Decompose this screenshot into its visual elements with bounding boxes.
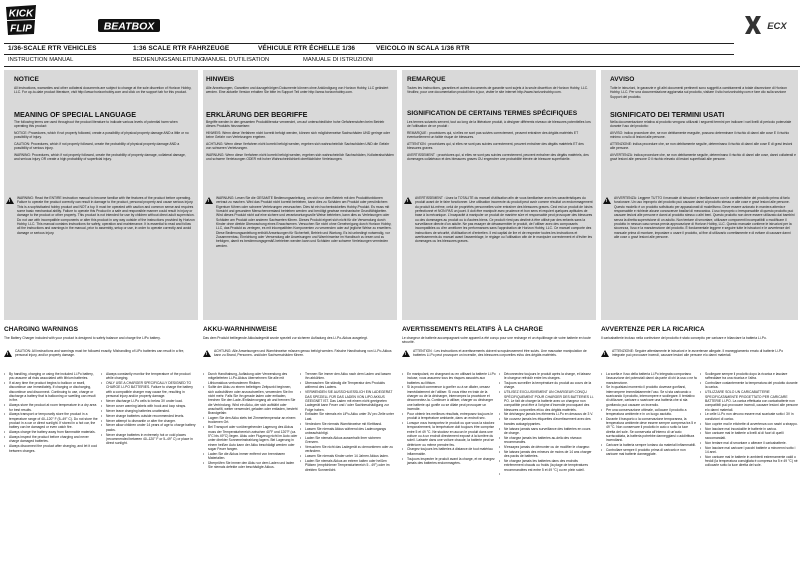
header-rule-top (4, 43, 734, 44)
list-item: • Non lasciare mai caricare i pacchi batterie a minorenni sotto i 14 anni. (700, 446, 798, 455)
list-item: • Überprüfen Sie immer den Akku vor dem Laden und laden Sie niemals defekte oder beschädigte Akkus. (203, 461, 298, 470)
list-item: • Si la produit commence à gonfler ou à se dilater, cessez immédiatement de l'utiliser. Si vous étiez en train de la charger ou de la décharger, interrompez la procédure et déconnectez-la. Continuer à utiliser, charger ou décharger une batterie qui gonfle ou se dilate peut provoquer un incendie. (402, 385, 497, 411)
caution-icon (203, 350, 211, 357)
it-bullets-b (700, 372, 798, 564)
list-item: • Controllare costantemente la temperatura del prodotto durante la carica. (700, 381, 798, 390)
list-item: • Ne couvrez jamais les étiquettes d'avertissement avec des bandes autoagrippantes. (499, 417, 594, 426)
list-item: • Sollte der Akku zu einem beliebigen Zeitpunkt beginnen, sich aufzublähen oder anzuschwellen, verwenden Sie ihn nicht mehr. Falls Sie ihn gerade laden oder entladen, brechen Sie den Lade-/Entladevorgang ab und trennen Sie die Verbindung. Wird ein Akku, der sich aufbläht oder anschwillt, weiter verwendet, geladen oder entladen, besteht Brandgefahr. (203, 385, 298, 415)
it-bullets-a (601, 372, 698, 564)
list-item: • Déconnectez toujours le produit après la charge, et laissez le chargeur refroidir entre les charges. (499, 372, 594, 381)
fr-bullets-a (402, 372, 497, 564)
list-item: • Always constantly monitor the temperature of the product while charging. (101, 372, 196, 381)
svg-text:BEATBOX: BEATBOX (103, 20, 155, 33)
header-rule-bottom (4, 66, 800, 67)
list-item: • N'essayez jamais de démonter ou de modifier le chargeur. (499, 445, 594, 449)
list-item: • Never allow children under 14 years of age to charge battery packs. (101, 423, 196, 432)
warning-icon (6, 197, 14, 204)
list-item: • Non lasciare mai incustodite le batterie in carica. (700, 427, 798, 431)
list-item: • Durante il trasporto o la conservazione temporanea, la temperatura ambiente deve essere sempre compresa tra 5 e 49 °C. Non conservare il prodotto in auto o sotto la luce diretta del sole. Se conservata all'interno di un'auto surriscaldata, la batteria potrebbe danneggiarsi o addirittura incendiarsi. (601, 417, 698, 443)
list-item: • Entladen Sie niemals ein LiPo-Akku unter 3V pro Zelle unter Last. (300, 412, 395, 421)
it-meaning-notice: AVVISO: indica procedure che, se non debitamente eseguite, possono determinare il rischio di danni alle cose E il rischio minimo o nullo di lesioni alle persone. (610, 131, 790, 140)
en-notice-text: All instructions, warranties and other collateral documents are subject to change at the sole discretion of Horizon Hobby, LLC. For up-to-date product literature, visit http://www.horizonhobby.com and click on the support tab for this product. (14, 86, 192, 95)
fr-meaning-warning: AVERTISSEMENT : procédures qui, si elles ne sont pas suivies correctement, peuvent entraîner des dégâts matériels, des dommages collatéraux et des blessures graves OU engendrer une probabilité élevée de blessure superficielle. (407, 153, 589, 162)
list-item: • Laden Sie niemals Akkus an extrem kalten oder heißen Plätzen (empfohlener Temperaturbereich 5 - 49°) oder im direkten Sonnenlicht. (300, 459, 395, 472)
en-meaning-notice: NOTICE: Procedures, which if not properly followed, create a possibility of physical property damage AND a little or no possibility of injury. (14, 131, 189, 140)
fr-charging-caution-block (402, 349, 594, 363)
list-item: • Never attempt to dismantle or alter the charger. (101, 419, 196, 423)
list-item: • Ne laissez jamais sans surveillance des batteries en cours de charge. (499, 427, 594, 436)
warning-icon (404, 197, 412, 204)
it-notice-title: AVVISO (610, 76, 635, 83)
list-item: • Never discharge Li-Po cells to below 3V under load. (101, 399, 196, 403)
it-charging-title: AVVERTENZE PER LA RICARICA (601, 326, 705, 333)
list-item: • Bei Transport oder vorübergehender Lagerung des Akkus muss der Temperaturbereich zwischen 40°F und 120°F (ca. 5°C bis 49°C) liegen. Akku oder Flugzeug nicht im Auto oder unter direkter Sonneneinstrahlung lagern. Bei Lagerung in einem heißen Auto kann der Akku beschädigt werden oder sogar Feuer fangen. (203, 425, 298, 451)
de-meaning-notice: HINWEIS: Wenn diese Verfahren nicht korrekt befolgt werden, können sich möglicherweise Sachschäden UND geringe oder keine Gefahr von Verletzungen ergeben. (206, 131, 390, 140)
list-item: • Non tentare mai di smontare o alterare il caricabatterie. (700, 441, 798, 445)
list-item: • Durch Handhabung, Aufladung oder Verwendung des mitgelieferten Li-Po-Akkus übernehmen Sie alle mit Lithiumakkus verbundenen Risiken. (203, 372, 298, 385)
list-item: • Never cover warning labels with hook and loop straps. (101, 404, 196, 408)
list-item: • Always inspect the product before charging and never charge damaged batteries. (4, 435, 99, 444)
it-charging-intro: Il caricabatterie incluso nella confezione del prodotto è stato concepito per caricare e bilanciare la batteria Li-Po. (601, 336, 767, 340)
fr-meaning-intro: Les termes suivants servent, tout au long de la littérature produit, à désigner différents niveaux de blessures potentielles lors de l'utilisation de ce produit : (407, 120, 591, 129)
kickflip-logo (4, 4, 38, 36)
ecx-logo (739, 14, 795, 36)
list-item: • Verdecken Sie niemals Warnhinweise mit Klettband. (300, 422, 395, 426)
list-item: • Toujours inspecter le produit avant la charge, et ne chargez jamais des batteries endommagées. (402, 457, 497, 466)
caution-icon (601, 350, 609, 357)
fr-meaning-title: SIGNIFICATION DE CERTAINS TERMES SPÉCIFIQUES (407, 110, 578, 117)
caution-icon (402, 350, 410, 357)
manual-title-it: MANUALE DI ISTRUZIONI (303, 57, 373, 63)
list-item: • Always charge the battery away from flammable materials. (4, 430, 99, 434)
fr-charging-caution: ATTENTION : Les instructions et avertissements doivent scrupuleusement être suivis. Une mauvaise manipulation de batteries Li-Po peut provoquer un incendie, des blessures corporelles et/ou des dégâts matériels. (413, 349, 587, 358)
list-item: • ONLY USE A CHARGER SPECIFICALLY DESIGNED TO CHARGE LI-PO BATTERIES. Failure to charge the battery with a compatible charger may cause fire, resulting in personal injury and/or property damage. (101, 381, 196, 398)
header-rule-mid (4, 54, 734, 55)
list-item: • UTILISEZ EXCLUSIVEMENT UN CHARGEUR CONÇU SPÉCIFIQUEMENT POUR CHARGER DES BATTERIES Li-PO. Le fait de charger la batterie avec un chargeur non compatible peut être à l'origine d'incendie provoquant des blessures corporelles et/ou des dégâts matériels. (499, 390, 594, 411)
list-item: • Per una conservazione ottimale, collocare il prodotto a temperatura ambiente e in un luogo asciutto. (601, 408, 698, 417)
it-notice-text: Tutte le istruzioni, le garanzie e gli altri documenti pertinenti sono soggetti a cambiamenti a totale discrezione di Horizon Hobby, LLC. Per una documentazione aggiornata sul prodotto, visitare il sito horizonhobby.com e fare clic sulla sezione Support del prodotto. (610, 86, 788, 99)
list-item: • La scelta e l'uso della batteria Li-Po integrata comportano l'assunzione dei potenziali danni da parte di chi la usa o ne fa manutenzione. (601, 372, 698, 385)
list-item: • Chargez toujours les batteries à distance de tout matériau inflammable. (402, 447, 497, 456)
list-item: • Lassen Sie niemals Akkus während des Ladevorgangs unbeaufsichtigt. (300, 427, 395, 436)
fr-charging-intro: Le chargeur de batterie accompagnant votre appareil a été conçu pour une recharge et un équilibrage de votre batterie en toute sécurité. (402, 336, 591, 345)
list-item: • Laden Sie niemals Akkus ausserhalb ihrer sicheren Grenzen. (300, 436, 395, 445)
de-meaning-intro: Begriffe werden in den gesamten Produktliteratur verwendet, um auf unterschiedliche hohe Gefahrenstufen beim Betrieb dieses Produkts hinzuweisen: (206, 120, 385, 129)
list-item: • Always store the product at room temperature in a dry area for best results. (4, 403, 99, 412)
list-item: • UTILIZZARE SOLO UN CARICABATTERIE SPECIFICATAMENTE PROGETTATO PER CARICARE BATTERIE LI-PO. La carica effettuata con caricabatterie non compatibili può provocare incendi, causare lesioni alle persone e/o danni materiali. (700, 390, 798, 411)
de-charging-title: AKKU-WARNHINWEISE (203, 326, 277, 333)
list-item: • Caricare la batteria sempre lontano da materiali infiammabili. (601, 443, 698, 447)
svg-text:FLIP: FLIP (10, 23, 32, 35)
de-warning-block (205, 196, 395, 316)
fr-meaning-notice: REMARQUE : procédures qui, si elles ne sont pas suivies correctement, peuvent entraîner des dégâts matériels ET éventuellement un faible risque de blessures. (407, 131, 579, 140)
de-notice-text: Alle Anweisungen, Garantien und dazugehörigen Dokumente können ohne Ankündigung von Horizon Hobby, LLC geändert werden. Eine aktuelle Version erhalten Sie bitte im Support Teil unter http://www.horizonhobby.com. (206, 86, 389, 95)
it-meaning-title: SIGNIFICATO DEI TERMINI USATI (610, 110, 725, 119)
list-item: • Versuchen Sie nicht das Ladegerät zu demontieren oder zu verändern. (300, 445, 395, 454)
subtitle-it: VEICOLO IN SCALA 1/36 RTR (376, 45, 470, 52)
caution-icon (4, 350, 12, 357)
de-charging-caution-block (203, 349, 395, 363)
manual-title-de: BEDIENUNGSANLEITUNG (133, 57, 205, 63)
subtitle-de: 1:36 SCALE RTR FAHRZEUGE (133, 45, 230, 52)
list-item: • Never charge batteries in extremely hot or cold places (recommended between 40–120° F or 5–49° C) or place in direct sunlight. (101, 433, 196, 446)
list-item: • Trennen Sie immer den Akku nach dem Laden und lassen ihn abkühlen. (300, 372, 395, 381)
list-item: • By handling, charging or using the included Li-Po battery, you assume all risks associated with lithium batteries. (4, 372, 99, 381)
list-item: • Never leave charging batteries unattended. (101, 409, 196, 413)
en-bullets-a (4, 372, 99, 564)
en-meaning-caution: CAUTION: Procedures, which if not properly followed, create the probability of physical property damage AND a possibility of serious injury. (14, 142, 180, 151)
de-warning-text: WARNUNG: Lesen Sie die GESAMTE Bedienungsanleitung, um sich vor dem Betrieb mit den Produktfunktionen vertraut zu machen. Wird das Produkt nicht korrekt betrieben, kann dies zu Schäden am Produkt oder persönlichem Eigentum führen oder schwere Verletzungen verursachen. Dies ist ein hochentwickeltes Hobby-Produkt. Es muss mit Vorsicht und gesundem Menschenverstand betrieben werden und benötigt gewisse mechanische Grundfähigkeiten. Wird dieses Produkt nicht auf eine sichere und verantwortungsvolle Weise betrieben, kann dies zu Verletzungen oder Schäden am Produkt oder anderen Sachwerten führen. Dieses Produkt eignet sich nicht für die Verwendung durch Kinder ohne direkte Überwachung eines Erwachsenen. Versuchen Sie nicht ohne Genehmigung durch Horizon Hobby, LLC, das Produkt zu zerlegen, es mit inkompatiblen Komponenten zu verwenden oder auf jegliche Weise zu erweitern. Diese Bedienungsanleitung enthält Anweisungen für Sicherheit, Betrieb und Wartung. Es ist unbedingt notwendig, vor Zusammenbau, Einrichtung oder Verwendung alle Anweisungen und Warnhinweise im Handbuch zu lesen und zu befolgen, damit es bestimmungsgemäß betrieben werden kann und Schäden oder schwere Verletzungen vermieden werden. (216, 196, 392, 248)
list-item: • Ne déchargez jamais les éléments Li-Po en dessous de 3 V. (499, 412, 594, 416)
list-item: • Lagern Sie den Akku stets bei Zimmertemperatur an einem trockenen Ort. (203, 416, 298, 425)
list-item: • Non caricare mai le batterie in ambienti estremamente caldi o freddi (la temperatura consigliata è compresa tra 5 e 49 °C) né collocarle sotto la luce diretta del sole. (700, 455, 798, 468)
en-meaning-title: MEANING OF SPECIAL LANGUAGE (14, 110, 137, 119)
svg-text:KICK: KICK (8, 8, 34, 20)
list-item: • Non coprire mai le etichette di avvertenza con nastri a strappo. (700, 422, 798, 426)
it-charging-caution: ATTENZIONE: Seguire attentamente le istruzioni e le avvertenze allegate. Il maneggiamento errato di batterie Li-Po integrate può provocare incendi, causare lesioni alle persone e/o danni materiali. (612, 349, 784, 358)
beatbox-logo (98, 18, 160, 33)
de-charging-intro: Das dem Produkt beiliegende Akkuladegerät wurde speziell zur sicheren Aufladung des Li-Po-Akkus ausgelegt. (203, 336, 368, 340)
it-charging-caution-block (601, 349, 797, 363)
de-bullets-b (300, 372, 395, 564)
manual-title-en: INSTRUCTION MANUAL (8, 57, 74, 63)
en-charging-caution: CAUTION: All instructions and warnings must be followed exactly. Mishandling of LiPo batteries can result in a fire, personal injury, and/or property damage. (15, 349, 185, 358)
warning-icon (603, 197, 611, 204)
de-notice-title: HINWEIS (206, 76, 235, 83)
list-item: • If at any time the product begins to balloon or swell, discontinue use immediately. If charging or discharging, discontinue and disconnect. Continuing to use, charge or discharge a battery that is ballooning or swelling can result in fire. (4, 381, 99, 402)
it-warning-text: AVVERTENZA: Leggere TUTTO il manuale di istruzioni e familiarizzare con le caratteristiche del prodotto prima di farlo funzionare. Un uso improprio del prodotto può causare danni al prodotto stesso e alle cose e gravi lesioni alle persone. Questo modello è un prodotto sofisticato per appassionati di modellismo. Deve essere azionato in maniera attenta e responsabile e richiede alcune conoscenze basilari di meccanica. L'uso improprio o irresponsabile di questo prodotto può causare lesioni alle persone e danni al prodotto stesso o altri beni. Questo prodotto non deve essere utilizzato dai bambini senza la diretta supervisione di un adulto. Non tentare di smontare, utilizzare componenti incompatibili o modificare il prodotto in nessun caso senza previa approvazione di Horizon Hobby, LLC. Questo manuale contiene le istruzioni per la sicurezza, l'uso e la manutenzione del prodotto. È fondamentale leggere e seguire tutte le istruzioni e le avvertenze del manuale prima di montare, impostare o usare il prodotto, al fine di utilizzarlo correttamente e di evitare di causare danni alle cose o gravi lesioni alle persone. (614, 196, 795, 240)
manual-title-fr: MANUEL D'UTILISATION (203, 57, 270, 63)
list-item: • Non caricare mai le batterie a livelli al di fuori di quelli raccomandati. (700, 431, 798, 440)
en-warning-block (6, 196, 196, 316)
list-item: • Lorsque vous transportez le produit ou que vous la stockez temporairement, la température doit toujours être comprise entre 5 et 49 °C. Ne stockez en aucun le produit dans une voiture ou à un endroit directement exposé à la lumière du soleil. Laissée dans une voiture chaude, la batterie peut se détériorer ou même prendre feu. (402, 421, 497, 447)
de-charging-caution: ACHTUNG: Alle Anweisungen und Warnhinweise müssen genau befolgt werden. Falsche Handhabung von Li-Po-Akkus kann zu Brand, Personen- und/oder Sachverschäden führen. (214, 349, 392, 358)
fr-notice-title: REMARQUE (407, 76, 446, 83)
list-item: • Ne chargez jamais les batteries au-delà des niveaux recommandés. (499, 436, 594, 445)
fr-charging-title: AVERTISSEMENTS RELATIFS À LA CHARGE (402, 326, 543, 333)
en-charging-title: CHARGING WARNINGS (4, 326, 78, 333)
en-meaning-intro: The following terms are used throughout the product literature to indicate various levels of potential harm when operating this product: (14, 120, 178, 129)
en-notice-title: NOTICE (14, 76, 39, 83)
it-meaning-caution: ATTENZIONE: indica procedure che, se non debitamente seguite, determinano il rischio di danni alle cose E di gravi lesioni alle persone. (610, 142, 793, 151)
fr-warning-text: AVERTISSEMENT : Lisez la TOTALITÉ du manuel d'utilisation afin de vous familiariser avec les caractéristiques du produit avant de le faire fonctionner. Une utilisation incorrecte du produit peut avoir comme résultat un endommagement du produit lui-même, celui de propriétés personnelles voire entraîner des blessures graves. Ceci est un produit de loisirs perfectionné et NON PAS un jouet. Il doit être manipulé avec prudence et bon sens et requiert quelques aptitudes de base à la mécanique. L'incapacité à manipuler ce produit de manière sûre et responsable peut provoquer des blessures ou des dommages au produit ou à d'autres biens. Ce produit n'est pas destiné à être utilisé par des enfants sans la surveillance directe d'un adulte. Ne pas essayer de désassembler le produit, de l'utiliser avec des composants incompatibles ou d'en améliorer les performances sans l'approbation de Horizon Hobby, LLC. Ce manuel comporte des instructions de sécurité, d'utilisation et d'entretien. Il est capital de lire et de respecter toutes les instructions et avertissements du manuel avant l'assemblage, le réglage ou l'utilisation afin de le manipuler correctement et d'éviter les dommages ou les blessures graves. (415, 196, 593, 244)
en-meaning-warning: WARNING: Procedures, which if not properly followed, create the probability of property damage, collateral damage, and serious injury OR create a high probability of superficial injury. (14, 153, 186, 162)
de-meaning-warning: WARNUNG: Wenn diese Verfahren nicht korrekt befolgt werden, ergeben sich wahrscheinlich Sachschäden, Kollateralschäden und schwere Verletzungen ODER mit hoher Wahrscheinlichkeit oberflächliche Verletzungen. (206, 153, 394, 162)
fr-notice-text: Toutes les instructions, garanties et autres documents de garantie sont sujets à la seule discrétion de Horizon Hobby, LLC. Veuillez, pour une documentation produit bien à jour, visiter le site internet http://www.horizonhobby.com. (407, 86, 589, 95)
fr-meaning-caution: ATTENTION : procédures qui, si elles ne sont pas suivies correctement, peuvent entraîner des dégâts matériels ET des blessures graves. (407, 142, 584, 151)
en-charging-intro: The Battery Charger included with your product is designed to safely balance and charge the LiPo battery. (4, 336, 161, 340)
list-item: • VERWENDEN SIE AUSSCHLIESSLICH EIN LADEGERÄT DAS SPEZIELL FÜR DAS LADEN VON LIPO AKKUS GEEIGNET IST. Das Laden mit einem nicht geeigneten Ladegerät kann Feuer und / oder Sachbeschädigung zur Folge haben. (300, 390, 395, 411)
list-item: • Le celle Li-Po non devono essere mai scaricate sotto i 3V in condizioni di carico. (700, 412, 798, 421)
subtitle-fr: VÉHICULE RTR ÉCHELLE 1/36 (258, 45, 356, 52)
de-meaning-title: ERKLÄRUNG DER BEGRIFFE (206, 110, 308, 119)
list-item: • Scollegare sempre il prodotto dopo la ricarica e lasciare raffreddare tra una ricarica e l'altra. (700, 372, 798, 381)
en-charging-caution-block (4, 349, 196, 363)
svg-text:ECX: ECX (767, 21, 787, 32)
list-item: • Never charge batteries outside recommended levels. (101, 414, 196, 418)
it-warning-block (603, 196, 797, 316)
fr-bullets-b (499, 372, 594, 564)
subtitle-en: 1/36-SCALE RTR VEHICLES (8, 45, 97, 52)
warning-icon (205, 197, 213, 204)
list-item: • Laden Sie die Akkus immer entfernt von brennbaren Materialien. (203, 452, 298, 461)
de-meaning-caution: ACHTUNG: Wenn diese Verfahren nicht korrekt befolgt werden, ergeben sich wahrscheinlich Sachschäden UND die Gefahr von schweren Verletzungen. (206, 142, 390, 151)
list-item: • Always disconnect the product after charging, and let it cool between charges. (4, 444, 99, 453)
de-bullets-a (203, 372, 298, 564)
en-bullets-b (101, 372, 196, 564)
list-item: • Controllare sempre il prodotto prima di caricarlo e non caricare mai batterie danneggiate. (601, 448, 698, 457)
list-item: • En manipulant, en chargeant ou en utilisant la batterie Li-Po incluse, vous assumez tous les risques associés aux batteries au lithium. (402, 372, 497, 385)
list-item: • Pour obtenir les meilleurs résultats, entreposez toujours le produit à température ambiante, dans un endroit sec. (402, 412, 497, 421)
it-meaning-warning: AVVERTENZA: indica procedure che, se non debitamente seguite, determinano il rischio di danni alle cose, danni collaterali e gravi lesioni alle persone O il rischio elevato di lesioni superficiali alle persone. (610, 153, 796, 162)
list-item: • Se in qualsiasi momento il prodotto dovesse gonfiarsi, interrompere immediatamente l'uso. Se si sta caricando o scaricando il prodotto, interrompere e scollegare. Il tentativo di utilizzare, caricare o scaricare una batteria che si sta gonfiando può causare un incendio. (601, 385, 698, 406)
en-warning-text: WARNING: Read the ENTIRE instruction manual to become familiar with the features of the product before operating. Failure to operate the product correctly can result in damage to the product, personal property and cause serious injury. This is a sophisticated hobby product and NOT a toy. It must be operated with caution and common sense and requires some basic mechanical ability. Failure to operate this Product in a safe and responsible manner could result in injury or damage to the product or other property. This product is not intended for use by children without direct adult supervision. Do not use with incompatible components or alter this product in any way outside of the instructions provided by Horizon Hobby, LLC. This manual contains instructions for safety, operation and maintenance. It is essential to read and follow all the instructions and warnings in the manual, prior to assembly, setup or use, in order to operate correctly and avoid damage or serious injury. (17, 196, 195, 235)
list-item: • Lassen Sie niemals Kinder unter 14 Jahren Akkus laden. (300, 454, 395, 458)
it-meaning-intro: Nella documentazione relativa al prodotto vengono utilizzati i seguenti termini per indicare i vari livelli di pericolo potenziale durante l'uso del prodotto: (610, 120, 792, 129)
list-item: • Ne chargez jamais les batteries dans des endroits extrêmement chauds ou froids (la plage de températures recommandées est entre 5 et 49 °C) ou en plein soleil. (499, 459, 594, 472)
list-item: • Überwachen Sie ständig die Temperatur des Produkts während des Ladens. (300, 381, 395, 390)
list-item: • Toujours surveiller la température du produit au cours de la charge. (499, 381, 594, 390)
list-item: • Ne laissez jamais des mineurs de moins de 14 ans charger des packs de batteries. (499, 450, 594, 459)
fr-warning-block (404, 196, 594, 316)
list-item: • Always transport or temporarily store the product in a temperature range of 40–120° F (5–49° C). Do not store the product in a car or direct sunlight. If stored in a hot car, the battery can be damaged or even catch fire. (4, 412, 99, 429)
